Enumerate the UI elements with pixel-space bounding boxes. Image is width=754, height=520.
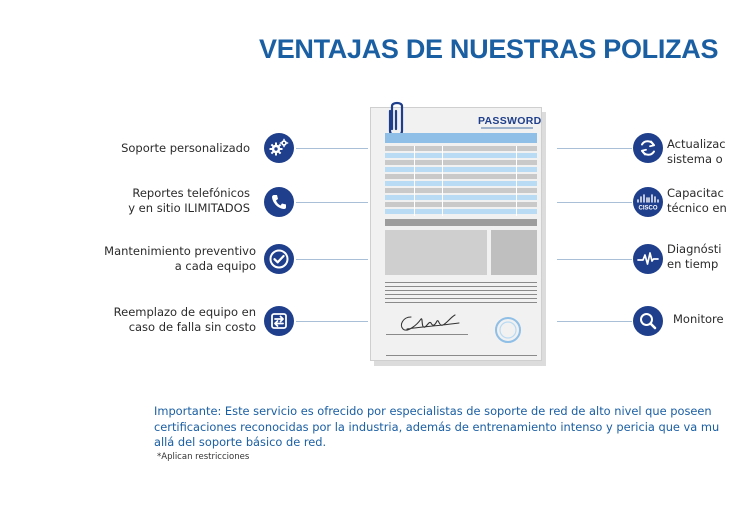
text-line xyxy=(385,290,537,291)
connector-line xyxy=(557,259,632,260)
feature-label-monitoreo: Monitore xyxy=(673,312,724,326)
checkmark-icon xyxy=(264,244,294,274)
content-block xyxy=(491,230,537,275)
feature-label-capacitacion: Capacitac técnico en xyxy=(667,186,727,215)
feature-label-reportes: Reportes telefónicos y en sitio ILIMITADOS xyxy=(128,186,250,215)
note-line: certificaciones reconocidas por la industria, además de entrenamiento intenso y pericia que va mu xyxy=(154,419,720,434)
content-block xyxy=(385,230,487,275)
magnifier-icon xyxy=(633,306,663,336)
cisco-logo-icon xyxy=(633,187,663,217)
connector-line xyxy=(296,321,368,322)
page-title: VENTAJAS DE NUESTRAS POLIZAS xyxy=(259,34,719,64)
connector-line xyxy=(296,259,368,260)
text-line xyxy=(385,282,537,283)
section-bar xyxy=(385,219,537,226)
feature-label-reemplazo: Reemplazo de equipo en caso de falla sin costo xyxy=(113,305,256,334)
refresh-icon xyxy=(633,133,663,163)
note-line: allá del soporte básico de red. xyxy=(154,435,327,449)
text-line xyxy=(385,286,537,287)
text-line xyxy=(385,298,537,299)
table-header-bar xyxy=(385,133,537,143)
table-row xyxy=(385,181,537,186)
svg-text:CISCO: CISCO xyxy=(638,205,658,212)
document-logo: PASSWORD xyxy=(478,115,542,127)
table-column-divider xyxy=(516,146,517,216)
seal-icon xyxy=(494,316,522,348)
pulse-icon xyxy=(633,244,663,274)
swap-arrows-icon xyxy=(264,306,294,336)
table-column-divider xyxy=(414,146,415,216)
table-row xyxy=(385,153,537,158)
connector-line xyxy=(557,321,632,322)
feature-label-mantenimiento: Mantenimiento preventivo a cada equipo xyxy=(104,244,256,273)
phone-icon xyxy=(264,187,294,217)
text-line xyxy=(385,302,537,303)
connector-line xyxy=(296,148,368,149)
note-line: Importante: Este servicio es ofrecido por especialistas de soporte de red de alto nivel que poseen xyxy=(154,404,712,418)
connector-line xyxy=(296,202,368,203)
feature-label-diagnostico: Diagnósti en tiemp xyxy=(667,242,722,271)
gears-icon xyxy=(264,133,294,163)
table-row xyxy=(385,209,537,214)
connector-line xyxy=(557,148,632,149)
signature-line xyxy=(386,334,468,335)
table-row xyxy=(385,195,537,200)
table-row xyxy=(385,174,537,179)
important-note xyxy=(154,404,754,451)
table-row xyxy=(385,146,537,151)
logo-tagline xyxy=(481,127,533,129)
table-row xyxy=(385,160,537,165)
table-row xyxy=(385,167,537,172)
footer-line xyxy=(386,355,537,356)
feature-label-soporte: Soporte personalizado xyxy=(121,141,250,155)
text-line xyxy=(385,294,537,295)
feature-label-actualizacion: Actualizac sistema o xyxy=(667,137,726,166)
table-row xyxy=(385,188,537,193)
connector-line xyxy=(557,202,632,203)
table-column-divider xyxy=(442,146,443,216)
table-row xyxy=(385,202,537,207)
restrictions-note: *Aplican restricciones xyxy=(157,452,250,462)
